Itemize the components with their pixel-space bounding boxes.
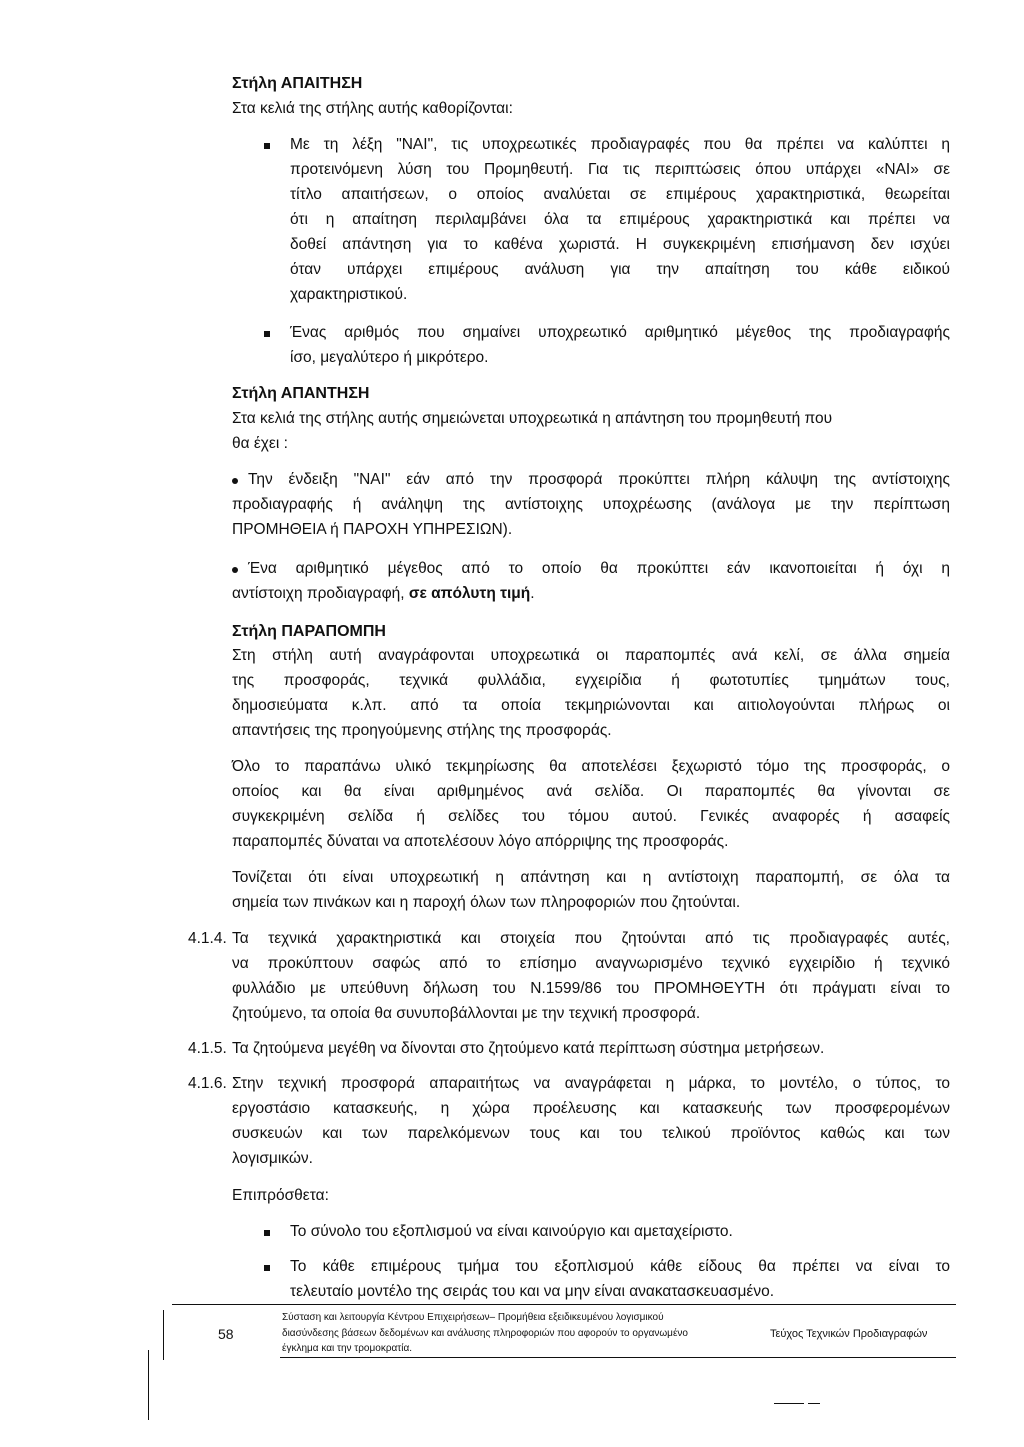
square-bullet-icon [264,143,270,149]
parapompi-p3-line-2: σημεία των πινάκων και η παροχή όλων των πληροφοριών που ζητούνται. [232,894,741,911]
footer-page-number: 58 [218,1326,234,1342]
apaitisi-b1-line-6: όταν υπάρχει επιμέρους ανάλυση για την απαίτηση του κάθε ειδικού [290,261,950,278]
footer-left-rule [163,1310,164,1360]
item-416-line-2: εργοστάσιο κατασκευής, η χώρα προέλευσης και κατασκευής των προσφερομένων [232,1100,950,1117]
footer-project-line-2: διασύνδεσης βάσεων δεδομένων και ανάλυσης πληροφοριών που αφορούν το οργανωμένο [282,1328,688,1339]
item-number: 4.1.4. [188,930,227,947]
apantisi-b1-line-3: ΠΡΟΜΗΘΕΙΑ ή ΠΑΡΟΧΗ ΥΠΗΡΕΣΙΩΝ). [232,521,513,538]
apaitisi-b1-line-4: ότι η απαίτηση περιλαμβάνει όλα τα επιμέρους χαρακτηριστικά και πρέπει να [290,211,950,228]
footer-top-rule [172,1304,956,1305]
item-number: 4.1.5. [188,1040,227,1057]
apantisi-b2-prefix: αντίστοιχη προδιαγραφή, [232,585,409,602]
additionally-label: Επιπρόσθετα: [232,1187,329,1204]
apantisi-b2-line-2 [232,584,535,604]
parapompi-p3-line-1: Τονίζεται ότι είναι υποχρεωτική η απάντηση και η αντίστοιχη παραπομπή, σε όλα τα [232,869,950,886]
item-414-line-1: Τα τεχνικά χαρακτηριστικά και στοιχεία που ζητούνται από τις προδιαγραφές αυτές, [232,930,950,947]
heading-apantisi: Στήλη ΑΠΑΝΤΗΣΗ [232,385,370,402]
footer-bottom-rule [280,1357,956,1358]
apaitisi-b1-line-1: Με τη λέξη "ΝΑΙ", τις υποχρεωτικές προδιαγραφές που θα πρέπει να καλύπτει η [290,136,950,153]
item-416-line-3: συσκευών και των παρελκόμενων τους και του τελικού προϊόντος καθώς και των [232,1125,950,1142]
square-bullet-icon [264,331,270,337]
footer-document-title: Τεύχος Τεχνικών Προδιαγραφών [770,1328,928,1340]
apaitisi-b2-line-1: Ένας αριθμός που σημαίνει υποχρεωτικό αριθμητικό μέγεθος της προδιαγραφής [290,324,950,341]
additionally-bullet-1: Το σύνολο του εξοπλισμού να είναι καινούργιο και αμεταχείριστο. [290,1223,733,1240]
item-414-line-2: να προκύπτουν σαφώς από το επίσημο αναγνωρισμένο τεχνικό εγχειρίδιο ή τεχνικό [232,955,950,972]
square-bullet-icon [264,1230,270,1236]
parapompi-p2-line-2: οποίος και θα είναι αριθμημένος ανά σελίδα. Οι παραπομπές θα γίνονται σε [232,783,950,800]
footer-margin-rule [148,1350,149,1420]
apaitisi-b1-line-7: χαρακτηριστικού. [290,286,408,303]
apaitisi-b1-line-2: προτεινόμενη λύση του Προμηθευτή. Για τις περιπτώσεις όπου υπάρχει «ΝΑΙ» σε [290,161,950,178]
additionally-b2-line-1: Το κάθε επιμέρους τμήμα του εξοπλισμού κάθε είδους θα πρέπει να είναι το [290,1258,950,1275]
footer-project-line-1: Σύσταση και λειτουργία Κέντρου Επιχειρήσεων– Προμήθεια εξειδικευμένου λογισμικού [282,1312,664,1323]
scan-mark [808,1403,820,1404]
item-414-line-3: φυλλάδιο με υπεύθυνη δήλωση του Ν.1599/86 του ΠΡΟΜΗΘΕΥΤΗ ότι πράγματι είναι το [232,980,950,997]
additionally-b2-line-2: τελευταίο μοντέλο της σειράς του και να μην είναι ανακατασκευασμένο. [290,1283,774,1300]
apantisi-b2-suffix: . [530,585,535,602]
apantisi-b2-bold: σε απόλυτη τιμή [408,585,531,602]
item-number: 4.1.6. [188,1075,227,1092]
square-bullet-icon [264,1265,270,1271]
parapompi-p2-line-4: παραπομπές δύναται να αποτελέσουν λόγο απόρριψης της προσφοράς. [232,833,729,850]
parapompi-p1-line-2: της προσφοράς, τεχνικά φυλλάδια, εγχειρίδια ή φωτοτυπίες τμημάτων τους, [232,672,950,689]
scan-mark [774,1403,804,1404]
item-416-line-1: Στην τεχνική προσφορά απαραιτήτως να αναγράφεται η μάρκα, το μοντέλο, ο τύπος, το [232,1075,950,1092]
apaitisi-b2-line-2: ίσο, μεγαλύτερο ή μικρότερο. [290,349,489,366]
footer-project-line-3: έγκλημα και την τρομοκρατία. [282,1343,413,1354]
parapompi-p1-line-1: Στη στήλη αυτή αναγράφονται υποχρεωτικά οι παραπομπές ανά κελί, σε άλλα σημεία [232,647,950,664]
item-416-line-4: λογισμικών. [232,1150,313,1167]
apantisi-b1-line-2: προδιαγραφής ή ανάληψη της αντίστοιχης υποχρέωσης (ανάλογα με την περίπτωση [232,496,950,513]
parapompi-p1-line-3: δημοσιεύματα κ.λπ. από τα οποία τεκμηριώνονται και αιτιολογούνται πλήρως οι [232,697,950,714]
round-bullet-icon [232,478,238,484]
round-bullet-icon [232,567,238,573]
apaitisi-b1-line-3: τίτλο απαιτήσεων, ο οποίος αναλύεται σε επιμέρους χαρακτηριστικά, θεωρείται [290,186,950,203]
apantisi-intro-line-1: Στα κελιά της στήλης αυτής σημειώνεται υποχρεωτικά η απάντηση του προμηθευτή που [232,410,833,427]
item-415-line-1: Τα ζητούμενα μεγέθη να δίνονται στο ζητούμενο κατά περίπτωση σύστημα μετρήσεων. [232,1040,825,1057]
parapompi-p2-line-3: συγκεκριμένη σελίδα ή σελίδες του τόμου αυτού. Γενικές αναφορές ή ασαφείς [232,808,950,825]
parapompi-p2-line-1: Όλο το παραπάνω υλικό τεκμηρίωσης θα αποτελέσει ξεχωριστό τόμο της προσφοράς, ο [232,758,950,775]
item-414-line-4: ζητούμενο, τα οποία θα συνυποβάλλονται με την τεχνική προσφορά. [232,1005,701,1022]
apaitisi-b1-line-5: δοθεί απάντηση για το καθένα χωριστά. Η συγκεκριμένη επισήμανση δεν ισχύει [290,236,950,253]
parapompi-p1-line-4: απαντήσεις της προηγούμενης στήλης της προσφοράς. [232,722,612,739]
apantisi-b2-line-1: Ένα αριθμητικό μέγεθος από το οποίο θα προκύπτει εάν ικανοποιείται ή όχι η [248,560,950,577]
heading-apaitisi: Στήλη ΑΠΑΙΤΗΣΗ [232,75,363,92]
apantisi-b1-line-1: Την ένδειξη "ΝΑΙ" εάν από την προσφορά προκύπτει πλήρη κάλυψη της αντίστοιχης [248,471,950,488]
apaitisi-intro: Στα κελιά της στήλης αυτής καθορίζονται: [232,100,513,117]
apantisi-intro-line-2: θα έχει : [232,435,288,452]
heading-parapompi: Στήλη ΠΑΡΑΠΟΜΠΗ [232,623,386,640]
